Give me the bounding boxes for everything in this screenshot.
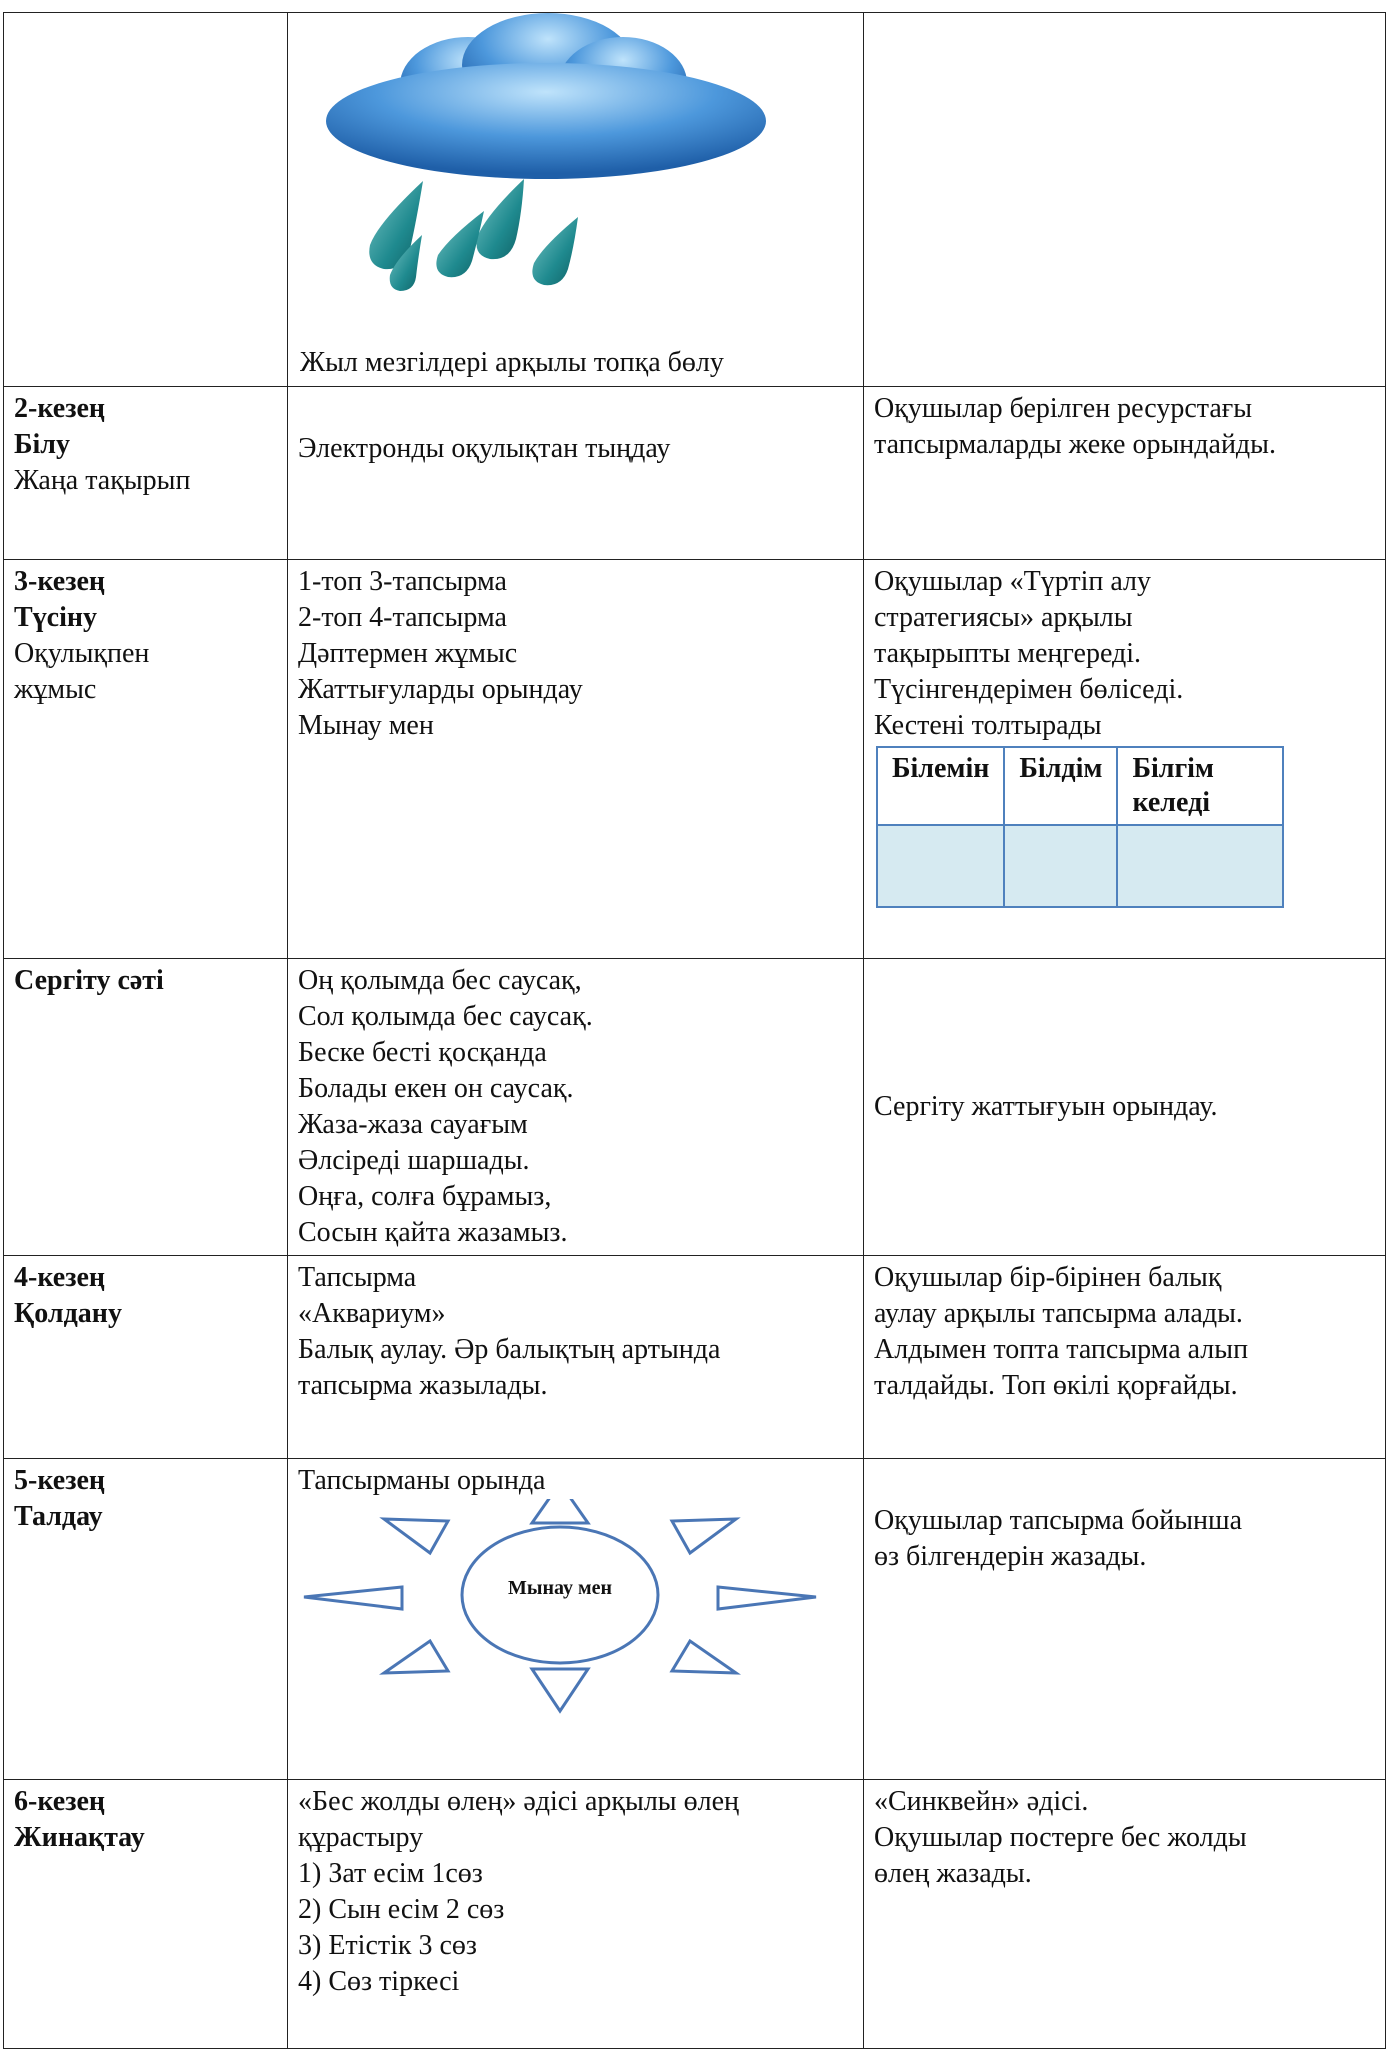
poem-line: Жаза-жаза сауағым bbox=[298, 1109, 528, 1140]
poem-line: Әлсіреді шаршады. bbox=[298, 1145, 530, 1176]
want-header: Білгім келеді bbox=[1117, 747, 1283, 825]
result-line: өз білгендерін жазады. bbox=[874, 1541, 1147, 1572]
table-row bbox=[4, 387, 1386, 560]
result-cell bbox=[864, 13, 1386, 387]
result-line: «Синквейн» әдісі. bbox=[874, 1786, 1089, 1817]
stage-number: 5-кезең bbox=[14, 1465, 105, 1496]
result-line: тақырыпты меңгереді. bbox=[874, 638, 1142, 669]
result-line: Алдымен топта тапсырма алып bbox=[874, 1334, 1249, 1365]
stage-number: 4-кезең bbox=[14, 1262, 105, 1293]
activity-line: Тапсырма bbox=[298, 1262, 417, 1293]
result-line: аулау арқылы тапсырма алады. bbox=[874, 1298, 1243, 1329]
learned-header: Білдім bbox=[1004, 747, 1117, 825]
cloud-caption: Жыл мезгілдері арқылы топқа бөлу bbox=[300, 347, 724, 378]
result-line: Оқушылар «Түртіп алу bbox=[874, 566, 1151, 597]
stage-cell bbox=[4, 1780, 288, 2049]
activity-cell bbox=[288, 387, 864, 560]
result-line: өлең жазады. bbox=[874, 1858, 1032, 1889]
activity-line: Балық аулау. Әр балықтың артында bbox=[298, 1334, 721, 1365]
table-row bbox=[4, 13, 1386, 387]
activity-line: Жаттығуларды орындау bbox=[298, 674, 583, 705]
stage-name: Қолдану bbox=[14, 1298, 122, 1329]
activity-line: 4) Сөз тіркесі bbox=[298, 1966, 460, 1997]
stage-name: Сергіту сәті bbox=[14, 965, 164, 996]
stage-name: Талдау bbox=[14, 1501, 103, 1532]
activity-line: Мынау мен bbox=[298, 710, 434, 741]
stage-cell bbox=[4, 387, 288, 560]
stage-cell bbox=[4, 1459, 288, 1780]
lesson-plan-table bbox=[3, 12, 1386, 2049]
stage-cell bbox=[4, 959, 288, 1256]
activity-line: Тапсырманы орында bbox=[298, 1465, 546, 1496]
stage-number: 6-кезең bbox=[14, 1786, 105, 1817]
result-line: Оқушылар бір-бірінен балық bbox=[874, 1262, 1222, 1293]
result-line: стратегиясы» арқылы bbox=[874, 602, 1133, 633]
stage-number: 2-кезең bbox=[14, 393, 105, 424]
table-row bbox=[4, 560, 1386, 959]
want-cell bbox=[1117, 825, 1283, 907]
stage-cell bbox=[4, 1256, 288, 1459]
result-cell bbox=[864, 1780, 1386, 2049]
result-line: Оқушылар постерге бес жолды bbox=[874, 1822, 1247, 1853]
learned-cell bbox=[1004, 825, 1117, 907]
stage-name: Білу bbox=[14, 429, 70, 460]
know-cell bbox=[877, 825, 1004, 907]
result-cell bbox=[864, 1256, 1386, 1459]
activity-cell bbox=[288, 1459, 864, 1780]
activity-line: құрастыру bbox=[298, 1822, 424, 1853]
poem-line: Сосын қайта жазамыз. bbox=[298, 1217, 568, 1248]
table-row bbox=[4, 1459, 1386, 1780]
stage-name: Жинақтау bbox=[14, 1822, 145, 1853]
stage-note: Жаңа тақырып bbox=[14, 465, 191, 496]
poem-line: Оң қолымда бес саусақ, bbox=[298, 965, 582, 996]
result-line: Түсінгендерімен бөліседі. bbox=[874, 674, 1184, 705]
activity-cell bbox=[288, 13, 864, 387]
table-row bbox=[4, 959, 1386, 1256]
poem-line: Сол қолымда бес саусақ. bbox=[298, 1001, 593, 1032]
activity-line: Дәптермен жұмыс bbox=[298, 638, 518, 669]
activity-line: 2-топ 4-тапсырма bbox=[298, 602, 507, 633]
sun-rays-icon bbox=[298, 1499, 854, 1729]
poem-line: Оңға, солға бұрамыз, bbox=[298, 1181, 552, 1212]
result-cell bbox=[864, 560, 1386, 959]
activity-line: 1-топ 3-тапсырма bbox=[298, 566, 507, 597]
result-cell bbox=[864, 387, 1386, 560]
activity-cell bbox=[288, 560, 864, 959]
activity-cell bbox=[288, 1780, 864, 2049]
stage-name: Түсіну bbox=[14, 602, 98, 633]
cloud-shape bbox=[326, 13, 766, 179]
activity-line: 3) Етістік 3 сөз bbox=[298, 1930, 477, 1961]
stage-note: Оқулықпен bbox=[14, 638, 150, 669]
activity-line: 1) Зат есім 1сөз bbox=[298, 1858, 483, 1889]
raindrops bbox=[369, 179, 578, 291]
activity-line: «Бес жолды өлең» әдісі арқылы өлең bbox=[298, 1786, 739, 1817]
activity-cell bbox=[288, 1256, 864, 1459]
activity-line: «Аквариум» bbox=[298, 1298, 446, 1329]
rain-cloud-icon bbox=[288, 13, 864, 343]
table-row bbox=[4, 1256, 1386, 1459]
result-text: Сергіту жаттығуын орындау. bbox=[874, 1091, 1218, 1122]
poem-line: Беске бесті қосқанда bbox=[298, 1037, 547, 1068]
result-cell bbox=[864, 959, 1386, 1256]
result-line: талдайды. Топ өкілі қорғайды. bbox=[874, 1370, 1238, 1401]
stage-note: жұмыс bbox=[14, 674, 97, 705]
result-cell bbox=[864, 1459, 1386, 1780]
stage-cell bbox=[4, 560, 288, 959]
activity-cell bbox=[288, 959, 864, 1256]
activity-line: Электронды оқулықтан тыңдау bbox=[298, 433, 671, 464]
stage-number: 3-кезең bbox=[14, 566, 105, 597]
result-line: Оқушылар тапсырма бойынша bbox=[874, 1505, 1243, 1536]
result-line: Кестені толтырады bbox=[874, 710, 1102, 741]
sun-label: Мынау мен bbox=[507, 1577, 613, 1599]
activity-line: 2) Сын есім 2 сөз bbox=[298, 1894, 505, 1925]
poem-line: Болады екен он саусақ. bbox=[298, 1073, 574, 1104]
sun-diagram bbox=[298, 1499, 853, 1729]
table-row bbox=[4, 1780, 1386, 2049]
know-want-learn-table bbox=[876, 746, 1284, 908]
stage-cell bbox=[4, 13, 288, 387]
result-text: Оқушылар берілген ресурстағы тапсырмаларды жеке орындайды. bbox=[874, 393, 1276, 460]
activity-line: тапсырма жазылады. bbox=[298, 1370, 548, 1401]
know-header: Білемін bbox=[877, 747, 1004, 825]
